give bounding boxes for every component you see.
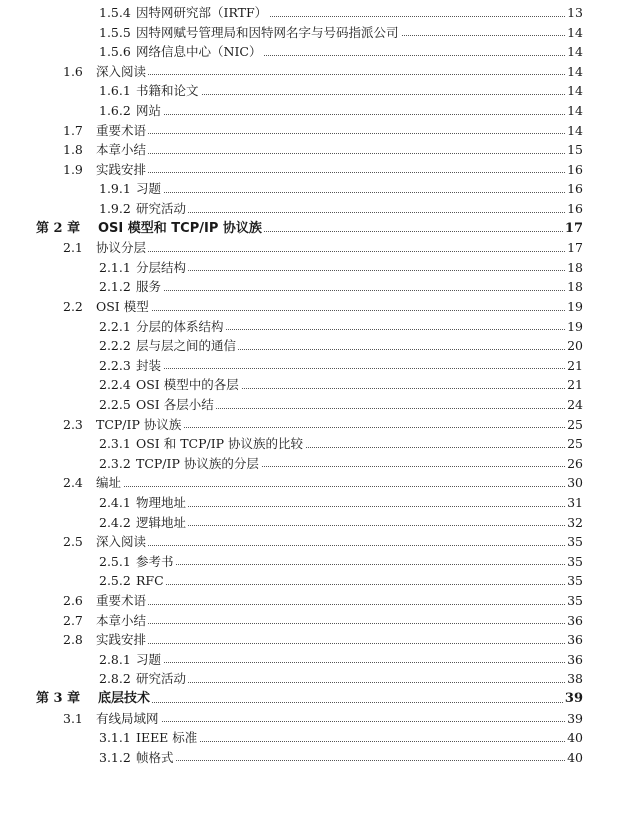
toc-entry-number: 2.2.2: [99, 338, 131, 354]
toc-entry-title: 网站: [136, 101, 163, 121]
toc-dot-leader: [136, 94, 569, 95]
toc-entry-title: 深入阅读: [96, 62, 148, 82]
toc-page-number: 14: [565, 101, 583, 121]
toc-page-number: 13: [565, 3, 583, 23]
toc-dot-leader: [136, 270, 569, 271]
toc-entry-row: [0, 277, 640, 297]
toc-dot-leader: [136, 741, 569, 742]
toc-page-number: 30: [565, 473, 583, 493]
toc-dot-leader: [96, 172, 569, 173]
toc-entry-number: 2.2.1: [99, 318, 131, 334]
toc-entry-title: TCP/IP 协议族的分层: [136, 454, 261, 474]
toc-entry-row: [0, 669, 640, 689]
toc-entry-title: 有线局域网: [96, 709, 161, 729]
toc-entry-number: 2.7: [63, 612, 83, 628]
toc-entry-title: 分层结构: [136, 258, 188, 278]
toc-entry-row: [0, 513, 640, 533]
toc-page-number: 14: [565, 81, 583, 101]
toc-page-number: 39: [563, 689, 583, 709]
toc-dot-leader: [136, 368, 569, 369]
toc-entry-row: [0, 3, 640, 23]
toc-entry-title: OSI 各层小结: [136, 395, 216, 415]
toc-entry-row: [0, 258, 640, 278]
toc-entry-row: [0, 650, 640, 670]
toc-entry-number: 2.4.2: [99, 514, 131, 530]
toc-entry-row: [0, 336, 640, 356]
toc-entry-row: [0, 356, 640, 376]
toc-entry-title: 重要术语: [96, 591, 148, 611]
toc-entry-title: 研究活动: [136, 199, 188, 219]
toc-entry-title: 习题: [136, 179, 163, 199]
toc-page-number: 14: [565, 121, 583, 141]
toc-entry-row: [0, 415, 640, 435]
toc-page-number: 18: [565, 258, 583, 278]
toc-entry-number: 2.4: [63, 475, 83, 491]
toc-entry-number: 2.5: [63, 534, 83, 550]
toc-entry-number: 1.6.2: [99, 103, 131, 118]
toc-dot-leader: [98, 702, 569, 703]
toc-entry-number: 2.1.2: [99, 279, 131, 295]
toc-page-number: 32: [565, 513, 583, 533]
toc-entry-row: [0, 199, 640, 219]
toc-entry-row: [0, 454, 640, 474]
toc-entry-title: 书籍和论文: [136, 81, 201, 101]
toc-page-number: 17: [563, 219, 583, 239]
toc-entry-title: 逻辑地址: [136, 513, 188, 533]
toc-dot-leader: [136, 564, 569, 565]
toc-entry-number: 1.5.6: [99, 44, 131, 60]
toc-page-number: 14: [565, 23, 583, 43]
toc-entry-number: 2.2.4: [99, 377, 131, 393]
toc-entry-number: 3.1.2: [99, 749, 131, 765]
toc-page-number: 16: [565, 160, 583, 180]
toc-entry-row: [0, 121, 640, 141]
toc-entry-title: 本章小结: [96, 140, 148, 160]
toc-entry-row: [0, 395, 640, 415]
toc-page-number: 40: [565, 728, 583, 748]
toc-page-number: 31: [565, 493, 583, 513]
toc-entry-number: 1.6.1: [99, 83, 131, 99]
toc-dot-leader: [96, 153, 569, 154]
toc-entry-number: 3.1.1: [99, 730, 131, 746]
toc-entry-row: [0, 375, 640, 395]
toc-entry-title: 分层的体系结构: [136, 317, 226, 337]
toc-dot-leader: [96, 133, 569, 134]
toc-chapter-row: [0, 689, 640, 709]
toc-dot-leader: [136, 506, 569, 507]
toc-page-number: 17: [565, 238, 583, 258]
toc-entry-row: [0, 317, 640, 337]
toc-entry-row: [0, 62, 640, 82]
toc-entry-row: [0, 493, 640, 513]
toc-page-number: 36: [565, 650, 583, 670]
toc-page-number: 19: [565, 297, 583, 317]
toc-page-number: 39: [565, 709, 583, 729]
toc-dot-leader: [136, 192, 569, 193]
toc-entry-number: 1.8: [63, 142, 83, 158]
toc-entry-row: [0, 709, 640, 729]
toc-entry-title: IEEE 标准: [136, 728, 199, 748]
toc-chapter-row: [0, 219, 640, 239]
toc-entry-title: 研究活动: [136, 669, 188, 689]
toc-entry-title: 实践安排: [96, 160, 148, 180]
toc-entry-row: [0, 101, 640, 121]
toc-page-number: 21: [565, 375, 583, 395]
toc-entry-title: 物理地址: [136, 493, 188, 513]
toc-entry-number: 2.5.2: [99, 573, 131, 589]
toc-entry-title: 习题: [136, 650, 163, 670]
toc-entry-title: 因特网赋号管理局和因特网名字与号码指派公司: [136, 23, 401, 43]
toc-entry-title: 网络信息中心（NIC）: [136, 42, 263, 62]
toc-dot-leader: [136, 290, 569, 291]
toc-entry-number: 第 2 章: [36, 220, 81, 236]
toc-entry-number: 1.5.4: [99, 5, 131, 20]
toc-entry-number: 1.9.2: [99, 201, 131, 216]
toc-entry-row: [0, 434, 640, 454]
toc-entry-title: RFC: [136, 571, 166, 591]
toc-entry-title: OSI 模型: [96, 297, 151, 317]
toc-entry-title: OSI 模型和 TCP/IP 协议族: [98, 219, 264, 239]
toc-entry-number: 2.3: [63, 416, 83, 432]
toc-dot-leader: [96, 310, 569, 311]
toc-entry-number: 2.5.1: [99, 553, 131, 569]
toc-page-number: 24: [565, 395, 583, 415]
toc-page-number: 35: [565, 591, 583, 611]
toc-entry-row: [0, 571, 640, 591]
toc-entry-number: 2.8: [63, 632, 83, 648]
toc-entry-number: 2.2: [63, 299, 83, 314]
toc-page-number: 38: [565, 669, 583, 689]
toc-entry-title: TCP/IP 协议族: [96, 415, 183, 435]
toc-entry-row: [0, 140, 640, 160]
toc-dot-leader: [136, 212, 569, 213]
toc-entry-row: [0, 532, 640, 552]
toc-entry-row: [0, 630, 640, 650]
toc-entry-number: 1.6: [63, 63, 83, 79]
toc-entry-row: [0, 728, 640, 748]
toc-entry-number: 第 3 章: [36, 691, 81, 706]
toc-entry-title: 服务: [136, 277, 163, 297]
toc-entry-number: 2.8.1: [99, 651, 131, 667]
toc-page-number: 16: [565, 199, 583, 219]
toc-entry-row: [0, 552, 640, 572]
toc-page-number: 36: [565, 611, 583, 631]
toc-dot-leader: [96, 643, 569, 644]
toc-page-number: 18: [565, 277, 583, 297]
toc-entry-number: 2.6: [63, 593, 83, 608]
toc-page-number: 40: [565, 748, 583, 768]
toc-entry-row: [0, 23, 640, 43]
toc-entry-number: 2.4.1: [99, 495, 131, 510]
toc-entry-row: [0, 160, 640, 180]
toc-entry-number: 2.2.3: [99, 357, 131, 373]
toc-entry-number: 1.7: [63, 122, 83, 138]
toc-page-number: 21: [565, 356, 583, 376]
toc-page-number: 14: [565, 42, 583, 62]
toc-entry-row: [0, 611, 640, 631]
toc-dot-leader: [96, 545, 569, 546]
toc-entry-number: 3.1: [63, 710, 83, 726]
toc-entry-title: 层与层之间的通信: [136, 336, 238, 356]
toc-page-number: 36: [565, 630, 583, 650]
toc-entry-number: 1.5.5: [99, 24, 131, 40]
toc-page-number: 19: [565, 317, 583, 337]
toc-entry-title: 重要术语: [96, 121, 148, 141]
toc-entry-row: [0, 179, 640, 199]
toc-entry-title: 封装: [136, 356, 163, 376]
toc-dot-leader: [136, 525, 569, 526]
toc-entry-row: [0, 238, 640, 258]
toc-dot-leader: [136, 584, 569, 585]
toc-entry-title: 编址: [96, 473, 123, 493]
toc-entry-title: 深入阅读: [96, 532, 148, 552]
toc-page-number: 35: [565, 552, 583, 572]
toc-entry-number: 2.1.1: [99, 259, 131, 275]
toc-dot-leader: [96, 74, 569, 75]
toc-dot-leader: [96, 604, 569, 605]
toc-entry-number: 1.9.1: [99, 181, 131, 197]
toc-page-number: 25: [565, 434, 583, 454]
toc-page-number: 20: [565, 336, 583, 356]
toc-entry-number: 2.1: [63, 240, 83, 256]
toc-entry-row: [0, 42, 640, 62]
toc-dot-leader: [136, 662, 569, 663]
toc-dot-leader: [96, 623, 569, 624]
toc-entry-number: 2.2.5: [99, 397, 131, 412]
toc-dot-leader: [136, 114, 569, 115]
toc-entry-row: [0, 591, 640, 611]
toc-entry-title: OSI 模型中的各层: [136, 375, 241, 395]
toc-page-number: 16: [565, 179, 583, 199]
toc-page-number: 15: [565, 140, 583, 160]
toc-page-number: 35: [565, 532, 583, 552]
toc-entry-number: 2.3.1: [99, 436, 131, 452]
toc-entry-row: [0, 81, 640, 101]
toc-dot-leader: [96, 251, 569, 252]
toc-dot-leader: [136, 682, 569, 683]
toc-entry-row: [0, 748, 640, 768]
toc-entry-title: 因特网研究部（IRTF）: [136, 3, 269, 23]
toc-dot-leader: [136, 760, 569, 761]
toc-entry-number: 2.3.2: [99, 455, 131, 471]
toc-entry-title: OSI 和 TCP/IP 协议族的比较: [136, 434, 305, 454]
toc-page-number: 35: [565, 571, 583, 591]
toc-page-number: 26: [565, 454, 583, 474]
toc-dot-leader: [96, 486, 569, 487]
toc-entry-title: 协议分层: [96, 238, 148, 258]
toc-page-number: 25: [565, 415, 583, 435]
toc-entry-row: [0, 297, 640, 317]
toc-entry-title: 参考书: [136, 552, 176, 572]
toc-entry-row: [0, 473, 640, 493]
toc-entry-title: 实践安排: [96, 630, 148, 650]
toc-entry-number: 2.8.2: [99, 671, 131, 687]
toc-entry-title: 本章小结: [96, 611, 148, 631]
toc-page-number: 14: [565, 62, 583, 82]
toc-entry-title: 帧格式: [136, 748, 176, 768]
toc-dot-leader: [96, 721, 569, 722]
toc-entry-number: 1.9: [63, 161, 83, 177]
toc-entry-title: 底层技术: [98, 689, 152, 709]
